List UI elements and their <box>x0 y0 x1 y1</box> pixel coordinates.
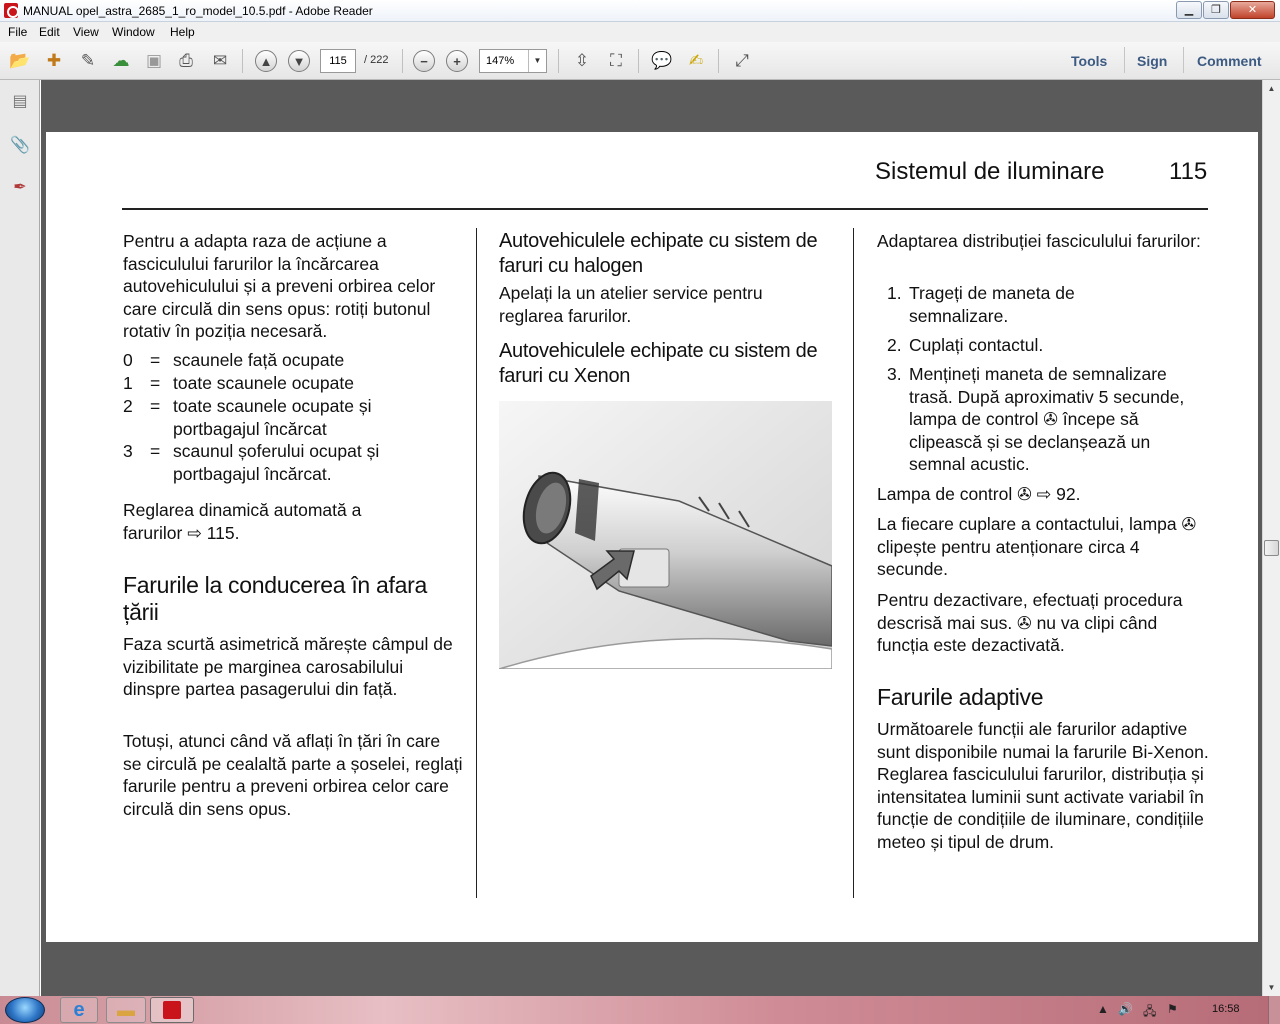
zoom-select[interactable] <box>479 49 547 73</box>
tray-expand-icon[interactable]: ▲ <box>1097 1002 1109 1016</box>
signatures-icon[interactable]: ✒ <box>13 179 27 196</box>
zoom-in-icon[interactable]: + <box>446 50 468 72</box>
comment-link[interactable]: Comment <box>1197 53 1262 69</box>
minimize-button[interactable]: ▁ <box>1176 1 1202 19</box>
maximize-button[interactable]: ❐ <box>1203 1 1229 19</box>
navigation-pane <box>0 80 40 996</box>
fit-page-icon[interactable]: ⇳ <box>574 51 590 70</box>
fullscreen-icon[interactable]: ⤢ <box>735 51 749 70</box>
heading-abroad: Farurile la conducerea în afara țării <box>123 572 427 625</box>
attachments-icon[interactable]: 📎 <box>10 137 30 154</box>
menu-bar <box>0 22 1280 42</box>
lamp-reference: Lampa de control ✇ ⇨ 92. <box>877 484 1081 504</box>
heading-adaptive: Farurile adaptive <box>877 684 1044 710</box>
save-icon[interactable]: ▣ <box>145 51 163 70</box>
dynamic-leveling: Reglarea dinamică automată a farurilor ⇨ 115. <box>123 500 362 543</box>
edit-icon[interactable]: ✎ <box>80 51 96 70</box>
column-divider <box>853 228 854 898</box>
turn-signal-lever-illustration <box>499 401 832 669</box>
header-rule <box>122 208 1208 210</box>
menu-edit[interactable]: Edit <box>39 25 60 39</box>
acrobat-task-icon <box>159 997 185 1023</box>
zoom-out-icon[interactable]: − <box>413 50 435 72</box>
scroll-thumb[interactable] <box>1264 540 1279 556</box>
taskbar-clock[interactable]: 16:58 <box>1212 1003 1240 1015</box>
menu-help[interactable]: Help <box>170 25 195 39</box>
volume-icon[interactable]: 🔊 <box>1118 1002 1133 1016</box>
fit-width-icon[interactable]: ⛶ <box>610 51 622 70</box>
page-total: / 222 <box>364 54 389 66</box>
internet-explorer-icon: e <box>73 998 85 1021</box>
col1-para2: Totuși, atunci când vă aflați în țări în care se circulă pe cealaltă parte a șoselei, reglați farurile pentru a preveni orbirea celor care circulă din sens opus. <box>123 731 463 819</box>
column-divider <box>476 228 477 898</box>
folder-icon: ▬ <box>117 999 135 1020</box>
arrow-ref-icon: ⇨ <box>187 522 202 543</box>
col3-para2: Pentru dezactivare, efectuați procedura descrisă mai sus. ✇ nu va clipi când funcția este dezactivată. <box>877 590 1183 656</box>
open-icon[interactable]: 📂 <box>9 51 31 70</box>
email-icon[interactable]: ✉ <box>212 51 228 70</box>
chevron-down-icon[interactable]: ▼ <box>528 50 546 72</box>
tools-link[interactable]: Tools <box>1071 53 1108 69</box>
page-thumbnails-icon[interactable]: ▤ <box>12 93 28 110</box>
create-pdf-icon[interactable]: ✚ <box>46 51 62 70</box>
action-center-flag-icon[interactable]: ⚑ <box>1167 1002 1178 1016</box>
windows-start-icon[interactable] <box>5 997 45 1023</box>
heading-xenon: Autovehiculele echipate cu sistem de faruri cu Xenon <box>499 340 818 387</box>
col3-intro: Adaptarea distribuției fasciculului farurilor: <box>877 231 1201 251</box>
col3-para1: La fiecare cuplare a contactului, lampa ✇ clipește pentru atenționare circa 4 secunde. <box>877 514 1197 580</box>
previous-page-icon[interactable]: ▲ <box>255 50 277 72</box>
col1-intro: Pentru a adapta raza de acțiune a fasciculului farurilor la încărcarea autovehiculului și a preveni orbirea celor care circulă din sens opus: rotiți butonul rotativ în poziția necesară. <box>123 231 436 342</box>
menu-window[interactable]: Window <box>112 25 155 39</box>
highlight-icon[interactable]: ✍ <box>688 51 704 70</box>
next-page-icon[interactable]: ▼ <box>288 50 310 72</box>
close-button[interactable]: ✕ <box>1230 1 1275 19</box>
comment-icon[interactable]: 💬 <box>651 51 673 70</box>
col2-para1: Apelați la un atelier service pentru reglarea farurilor. <box>499 283 763 326</box>
running-head: Sistemul de iluminare <box>875 158 1105 185</box>
acrobat-icon <box>4 3 18 18</box>
print-icon[interactable]: ⎙ <box>179 51 193 70</box>
col3-para3: Următoarele funcții ale farurilor adaptive sunt disponibile numai la farurile Bi-Xenon. Reglarea fasciculului farurilor, distribuția și intensitatea luminii sunt activate variabil în funcție de condițiile de iluminare, condițiile meteo și tipul de drum. <box>877 719 1209 852</box>
network-icon[interactable]: 🖧 <box>1143 1004 1157 1018</box>
scroll-up-icon[interactable]: ▲ <box>1267 84 1276 93</box>
menu-file[interactable]: File <box>8 25 28 39</box>
heading-halogen: Autovehiculele echipate cu sistem de faruri cu halogen <box>499 230 818 277</box>
title-bar <box>0 0 1280 22</box>
vertical-scrollbar[interactable] <box>1262 80 1280 996</box>
zoom-value: 147% <box>486 55 515 67</box>
sign-link[interactable]: Sign <box>1137 53 1168 69</box>
show-desktop-button[interactable] <box>1268 996 1280 1024</box>
scroll-down-icon[interactable]: ▼ <box>1267 983 1276 992</box>
page-number: 115 <box>1169 158 1208 185</box>
upload-icon[interactable]: ☁ <box>112 51 130 70</box>
col1-para1: Faza scurtă asimetrică mărește câmpul de vizibilitate pe marginea carosabilului dinspre partea pasagerului din față. <box>123 634 453 700</box>
menu-view[interactable]: View <box>73 25 99 39</box>
window-title: MANUAL opel_astra_2685_1_ro_model_10.5.pdf - Adobe Reader <box>23 4 373 18</box>
page-number-input[interactable]: 115 <box>320 49 356 73</box>
